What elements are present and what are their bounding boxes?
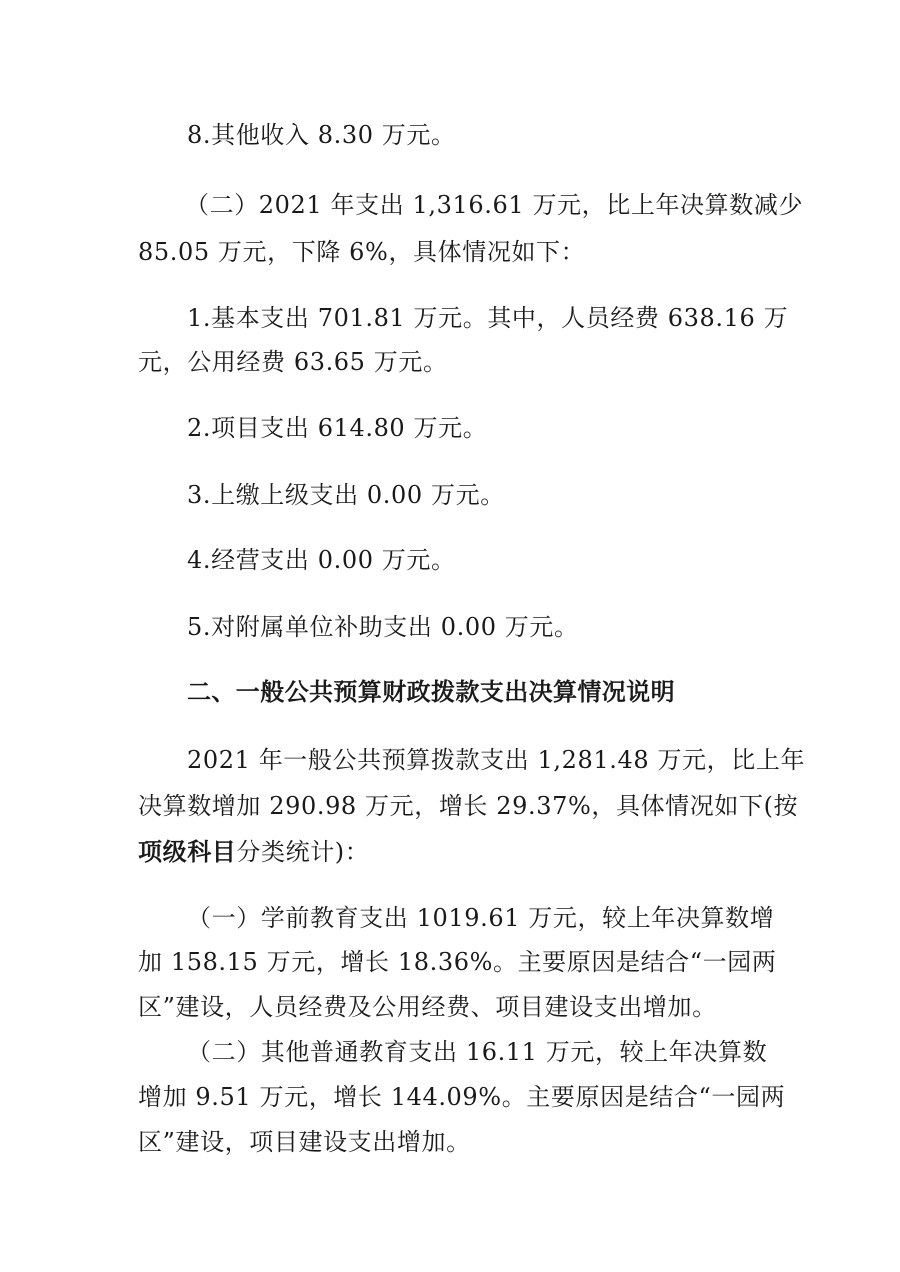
general-budget-line-1: 2021 年一般公共预算拨款支出 1,281.48 万元，比上年 xyxy=(187,746,806,774)
preschool-education-line-2: 加 158.15 万元，增长 18.36%。主要原因是结合“一园两 xyxy=(138,948,777,976)
preschool-education-line-1: （一）学前教育支出 1019.61 万元，较上年决算数增 xyxy=(187,904,775,932)
upper-level-expenditure-line: 3.上缴上级支出 0.00 万元。 xyxy=(187,481,505,509)
subsidiary-subsidy-line: 5.对附属单位补助支出 0.00 万元。 xyxy=(187,613,579,641)
expenditure-summary-line-2: 85.05 万元，下降 6%，具体情况如下： xyxy=(138,238,586,266)
other-education-line-3: 区”建设，项目建设支出增加。 xyxy=(138,1128,471,1156)
general-budget-line-2: 决算数增加 290.98 万元，增长 29.37%，具体情况如下(按 xyxy=(138,792,799,820)
basic-expenditure-line-2: 元，公用经费 63.65 万元。 xyxy=(138,348,448,376)
other-education-line-1: （二）其他普通教育支出 16.11 万元，较上年决算数 xyxy=(187,1038,768,1066)
operating-expenditure-line: 4.经营支出 0.00 万元。 xyxy=(187,546,456,574)
expenditure-summary-line-1: （二）2021 年支出 1,316.61 万元，比上年决算数减少 xyxy=(185,191,804,219)
project-expenditure-line: 2.项目支出 614.80 万元。 xyxy=(187,414,488,442)
classification-rest-text: 分类统计)： xyxy=(236,838,370,866)
preschool-education-line-3: 区”建设，人员经费及公用经费、项目建设支出增加。 xyxy=(138,993,717,1021)
section-heading: 二、一般公共预算财政拨款支出决算情况说明 xyxy=(187,678,675,706)
general-budget-line-3 xyxy=(138,838,369,866)
other-education-line-2: 增加 9.51 万元，增长 144.09%。主要原因是结合“一园两 xyxy=(138,1083,786,1111)
classification-bold-text: 项级科目 xyxy=(138,837,237,866)
basic-expenditure-line-1: 1.基本支出 701.81 万元。其中，人员经费 638.16 万 xyxy=(187,304,789,332)
other-income-line: 8.其他收入 8.30 万元。 xyxy=(187,121,456,149)
